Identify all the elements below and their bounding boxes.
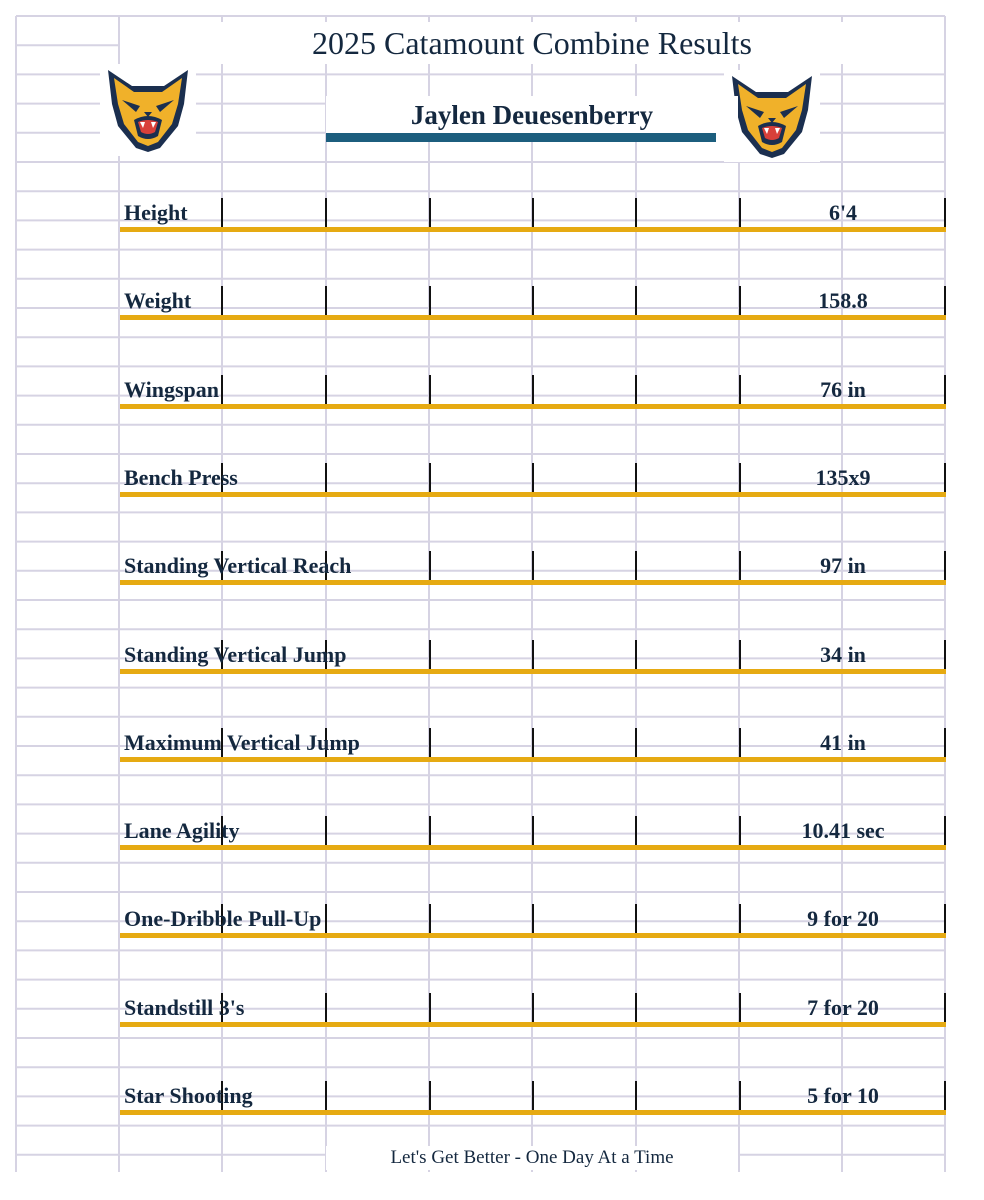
cell-border-tick xyxy=(532,993,534,1022)
metric-value: 7 for 20 xyxy=(807,995,879,1020)
metric-value: 9 for 20 xyxy=(807,906,879,931)
gold-rule xyxy=(120,580,946,585)
cell-border-tick xyxy=(429,375,431,404)
metric-value: 34 in xyxy=(820,642,866,667)
gold-rule xyxy=(120,757,946,762)
metric-label: Standstill 3's xyxy=(124,995,245,1020)
metric-label: Maximum Vertical Jump xyxy=(124,730,360,755)
cell-border-tick xyxy=(635,463,637,492)
cell-border-tick xyxy=(532,286,534,315)
cell-border-tick xyxy=(325,816,327,845)
cell-border-tick xyxy=(325,1081,327,1110)
player-name-underline xyxy=(326,133,716,142)
cell-border-tick xyxy=(635,375,637,404)
gold-rule xyxy=(120,1022,946,1027)
cell-border-tick xyxy=(635,816,637,845)
cell-border-tick xyxy=(429,198,431,227)
metric-value: 97 in xyxy=(820,553,866,578)
metric-label: Star Shooting xyxy=(124,1083,253,1108)
cell-border-tick xyxy=(635,286,637,315)
cell-border-tick xyxy=(429,640,431,669)
cell-border-tick xyxy=(532,551,534,580)
cell-border-tick xyxy=(429,463,431,492)
cell-border-tick xyxy=(429,993,431,1022)
cell-border-tick xyxy=(635,640,637,669)
gold-rule xyxy=(120,315,946,320)
page-title: 2025 Catamount Combine Results xyxy=(120,22,944,64)
metric-value: 41 in xyxy=(820,730,866,755)
metric-label: Height xyxy=(124,200,188,225)
cell-border-tick xyxy=(635,1081,637,1110)
gold-rule xyxy=(120,404,946,409)
metric-value: 5 for 10 xyxy=(807,1083,879,1108)
gold-rule xyxy=(120,669,946,674)
cell-border-tick xyxy=(532,1081,534,1110)
gold-rule xyxy=(120,933,946,938)
cell-border-tick xyxy=(635,728,637,757)
metric-label: Wingspan xyxy=(124,377,219,402)
cell-border-tick xyxy=(325,463,327,492)
cell-border-tick xyxy=(429,1081,431,1110)
cell-border-tick xyxy=(429,816,431,845)
cell-border-tick xyxy=(325,904,327,933)
wildcat-logo-left-icon xyxy=(100,64,196,156)
cell-border-tick xyxy=(532,904,534,933)
cell-border-tick xyxy=(429,551,431,580)
metric-label: Standing Vertical Jump xyxy=(124,642,347,667)
gold-rule xyxy=(120,1110,946,1115)
cell-border-tick xyxy=(221,375,223,404)
cell-border-tick xyxy=(221,198,223,227)
cell-border-tick xyxy=(532,640,534,669)
cell-border-tick xyxy=(429,728,431,757)
gold-rule xyxy=(120,845,946,850)
metric-value: 158.8 xyxy=(818,288,868,313)
cell-border-tick xyxy=(325,375,327,404)
gold-rule xyxy=(120,492,946,497)
cell-border-tick xyxy=(532,198,534,227)
gold-rule xyxy=(120,227,946,232)
cell-border-tick xyxy=(532,375,534,404)
player-name: Jaylen Deuesenberry xyxy=(326,96,738,134)
cell-border-tick xyxy=(429,286,431,315)
cell-border-tick xyxy=(532,463,534,492)
metric-label: Weight xyxy=(124,288,192,313)
wildcat-logo-right-icon xyxy=(724,70,820,162)
cell-border-tick xyxy=(532,728,534,757)
cell-border-tick xyxy=(325,198,327,227)
cell-border-tick xyxy=(429,904,431,933)
cell-border-tick xyxy=(221,286,223,315)
cell-border-tick xyxy=(325,993,327,1022)
metric-label: Bench Press xyxy=(124,465,238,490)
metric-label: Standing Vertical Reach xyxy=(124,553,352,578)
metric-value: 10.41 sec xyxy=(801,818,885,843)
metric-label: One-Dribble Pull-Up xyxy=(124,906,322,931)
cell-border-tick xyxy=(532,816,534,845)
cell-border-tick xyxy=(325,286,327,315)
cell-border-tick xyxy=(635,198,637,227)
metric-value: 76 in xyxy=(820,377,866,402)
metric-value: 6'4 xyxy=(828,200,858,225)
cell-border-tick xyxy=(635,993,637,1022)
metric-value: 135x9 xyxy=(815,465,871,490)
footer-motto: Let's Get Better - One Day At a Time xyxy=(326,1146,738,1170)
cell-border-tick xyxy=(635,904,637,933)
metric-label: Lane Agility xyxy=(124,818,240,843)
cell-border-tick xyxy=(635,551,637,580)
